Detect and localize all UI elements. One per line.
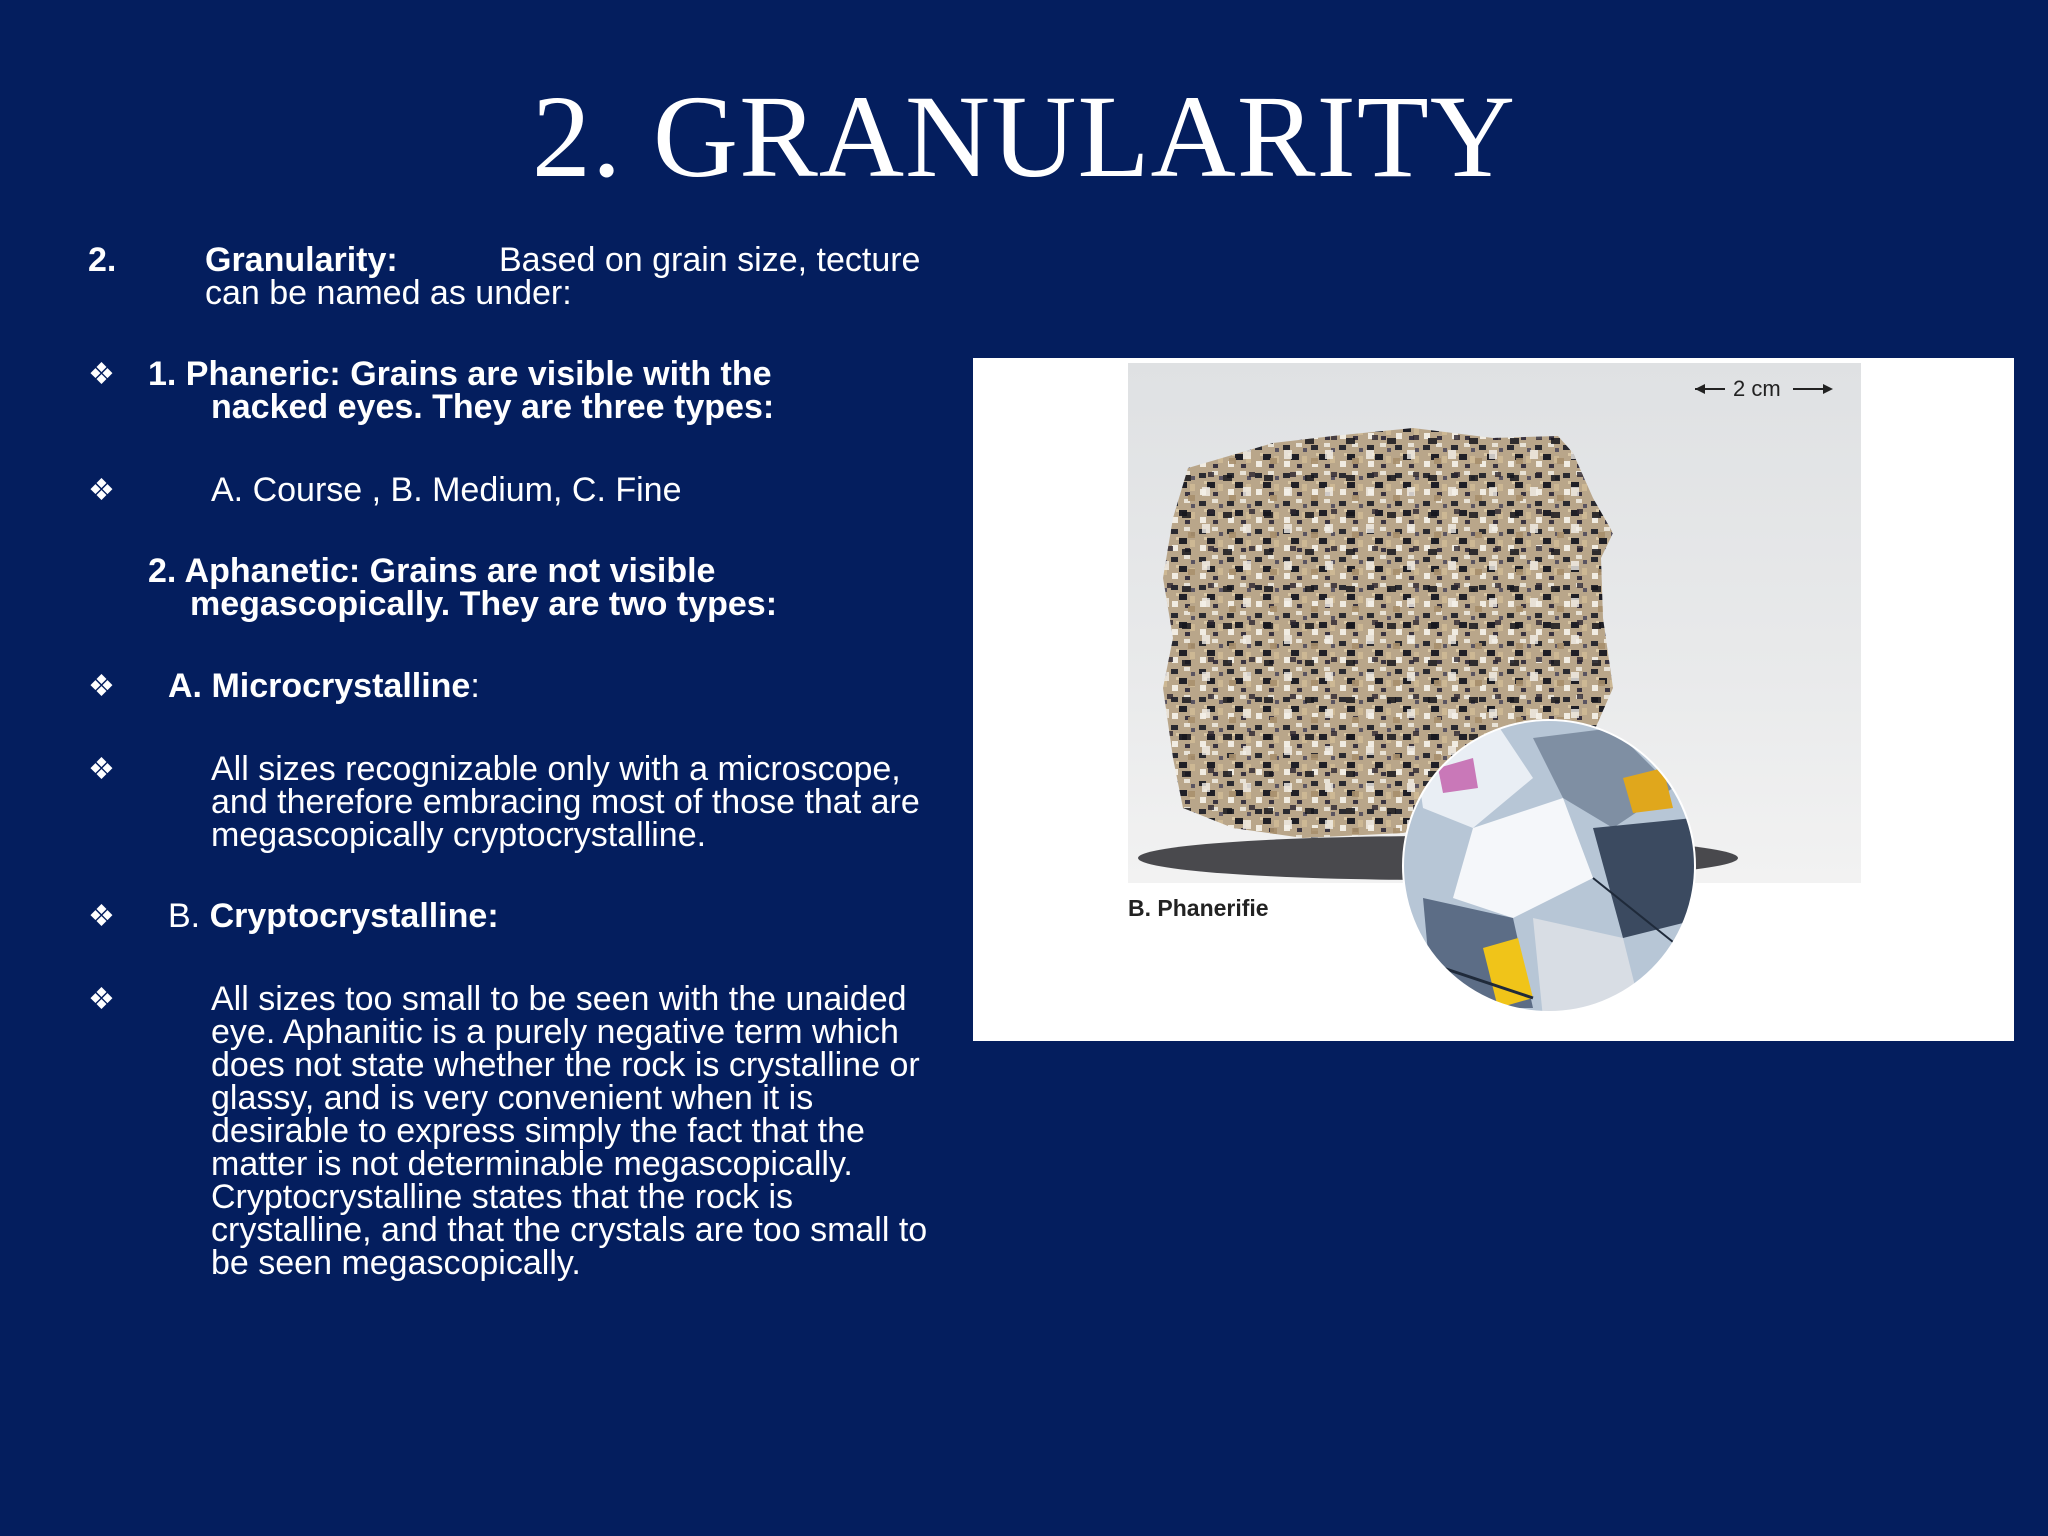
bullet-icon: ❖ [88,670,115,703]
microcrystalline-heading [168,667,480,705]
intro-text-line1: Based on grain size, tecture [499,241,921,279]
intro-label: Granularity: [205,241,398,279]
cryptocrystalline-desc-line: eye. Aphanitic is a purely negative term which [211,1013,899,1051]
microcrystalline-label: A. Microcrystalline [168,667,471,705]
cryptocrystalline-desc-line: does not state whether the rock is crystalline or [211,1046,920,1084]
microcrystalline-colon: : [470,667,480,705]
bullet-icon: ❖ [88,358,115,391]
bullet-icon: ❖ [88,474,115,507]
cryptocrystalline-desc-line: matter is not determinable megascopically. [211,1145,853,1183]
cryptocrystalline-desc-line: be seen megascopically. [211,1244,581,1282]
scale-label: 2 cm [1733,376,1781,401]
microcrystalline-desc-line: and therefore embracing most of those that are [211,783,920,821]
cryptocrystalline-heading [168,897,499,935]
intro-text-line2: can be named as under: [205,274,572,312]
rock-figure [973,358,2014,1041]
cryptocrystalline-desc-line: All sizes too small to be seen with the unaided [211,980,907,1018]
phaneric-heading-line1: 1. Phaneric: Grains are visible with the [148,355,772,393]
aphanetic-heading-line1: 2. Aphanetic: Grains are not visible [148,552,716,590]
cryptocrystalline-desc-line: glassy, and is very convenient when it is [211,1079,814,1117]
cryptocrystalline-desc-line: crystalline, and that the crystals are too small to [211,1211,928,1249]
slide-title: 2. GRANULARITY [531,71,1517,202]
figure-caption: B. Phanerifie [1128,895,1269,921]
cryptocrystalline-desc-line: desirable to express simply the fact that the [211,1112,865,1150]
bullet-icon: ❖ [88,753,115,786]
rock-illustration [973,358,2014,1041]
aphanetic-heading-line2: megascopically. They are two types: [190,585,778,623]
phaneric-types: A. Course , B. Medium, C. Fine [211,471,682,509]
cryptocrystalline-label: Cryptocrystalline: [209,897,499,935]
cryptocrystalline-prefix: B. [168,897,210,935]
microcrystalline-desc-line: megascopically cryptocrystalline. [211,816,707,854]
cryptocrystalline-desc-line: Cryptocrystalline states that the rock is [211,1178,794,1216]
phaneric-heading-line2: nacked eyes. They are three types: [211,388,775,426]
microcrystalline-desc-line: All sizes recognizable only with a microscope, [211,750,901,788]
intro-number: 2. [88,241,117,279]
bullet-icon: ❖ [88,900,115,933]
bullet-icon: ❖ [88,983,115,1016]
